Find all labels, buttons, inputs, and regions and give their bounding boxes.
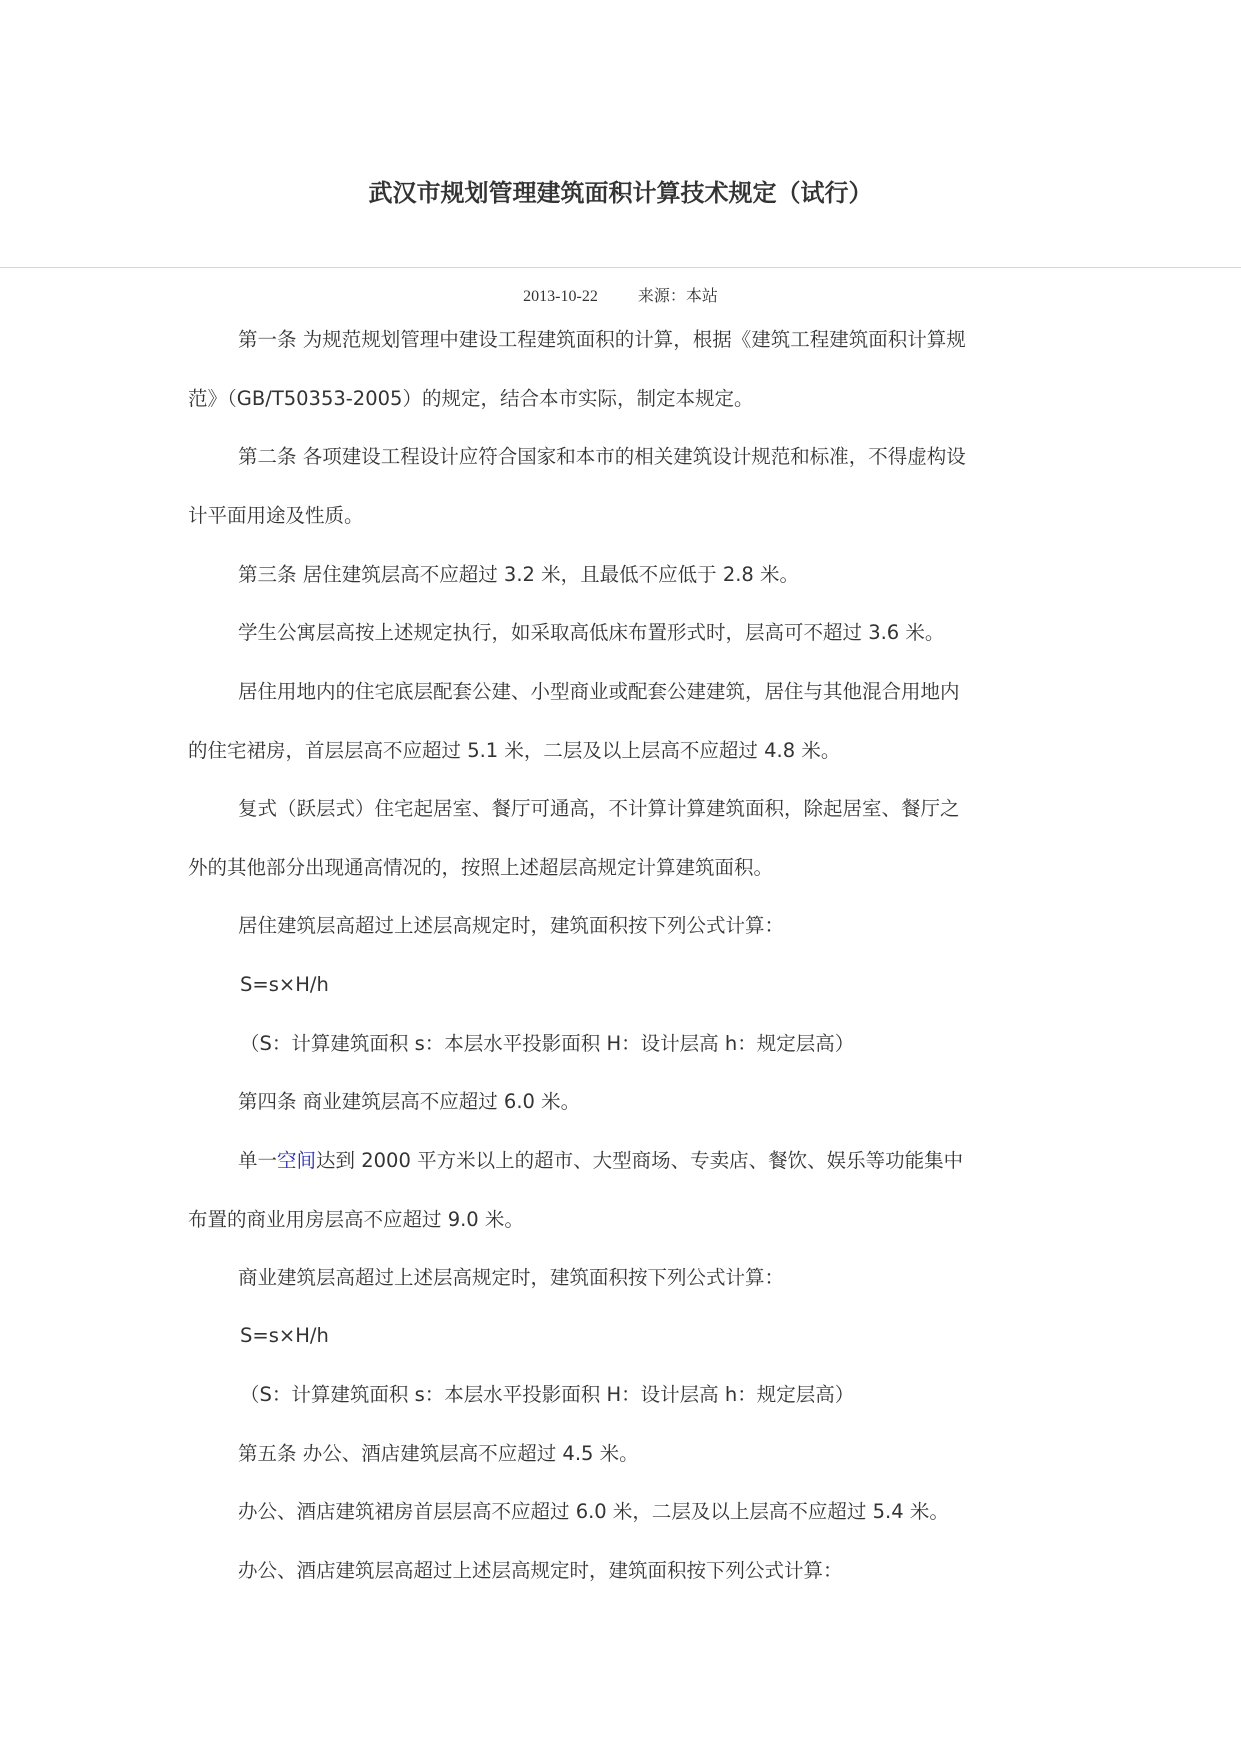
text-run: 第五条 办公、酒店建筑层高不应超过 xyxy=(238,1442,563,1465)
text-run: 布置的商业用房层高不应超过 xyxy=(188,1208,448,1231)
formula-residential: S=s×H/h xyxy=(240,973,329,996)
text-line: 办公、酒店建筑层高超过上述层高规定时，建筑面积按下列公式计算： xyxy=(238,1559,843,1582)
text-run: 米。 xyxy=(903,1500,949,1523)
number-value: 9.0 xyxy=(447,1208,479,1231)
text-line: 外的其他部分出现通高情况的，按照上述超层高规定计算建筑面积。 xyxy=(188,856,774,879)
text-run: 米。 xyxy=(899,621,945,644)
standard-code: GB/T50353-2005 xyxy=(236,387,403,410)
text-run: ：设计层高 xyxy=(621,1032,725,1055)
symbol: h xyxy=(724,1032,738,1055)
number-value: 4.8 xyxy=(764,739,796,762)
paragraph-commercial-formula-intro xyxy=(238,1264,784,1292)
paragraph-residential-formula-intro xyxy=(238,912,784,940)
number-value: 2000 xyxy=(361,1149,411,1172)
space-link[interactable]: 空间 xyxy=(277,1149,317,1172)
text-run: 平方米以上的超市、大型商场、专卖店、餐饮、娱乐等功能集中 xyxy=(410,1149,964,1172)
text-run: 达到 xyxy=(316,1149,362,1172)
symbol: s xyxy=(414,1383,425,1406)
number-value: 4.5 xyxy=(562,1442,594,1465)
text-run: 第三条 居住建筑层高不应超过 xyxy=(238,563,504,586)
paragraph-duplex xyxy=(238,795,960,823)
text-run: ：计算建筑面积 xyxy=(271,1383,415,1406)
text-run: 米，二层及以上层高不应超过 xyxy=(498,739,765,762)
paragraph-duplex-cont xyxy=(188,854,773,882)
text-run: 米，且最低不应低于 xyxy=(534,563,723,586)
text-run: ：规定层高） xyxy=(737,1032,855,1055)
text-run: 范》（ xyxy=(188,387,237,410)
text-run: ：规定层高） xyxy=(737,1383,855,1406)
text-run: ：计算建筑面积 xyxy=(271,1032,415,1055)
paragraph-article-1-cont xyxy=(188,385,753,413)
page-title: 武汉市规划管理建筑面积计算技术规定（试行） xyxy=(368,179,873,207)
paragraph-dormitory xyxy=(238,619,944,647)
text-run: 的住宅裙房，首层层高不应超过 xyxy=(188,739,468,762)
number-value: 5.1 xyxy=(467,739,499,762)
text-run: ：本层水平投影面积 xyxy=(424,1032,607,1055)
text-run: （ xyxy=(240,1032,260,1055)
paragraph-residential-podium xyxy=(238,678,960,706)
article-source: 来源：本站 xyxy=(637,288,718,305)
number-value: 6.0 xyxy=(575,1500,607,1523)
paragraph-large-commercial xyxy=(238,1147,963,1175)
symbol: s xyxy=(414,1032,425,1055)
number-value: 2.8 xyxy=(722,563,754,586)
paragraph-office-podium xyxy=(238,1498,949,1526)
text-line: 第一条 为规范规划管理中建设工程建筑面积的计算，根据《建筑工程建筑面积计算规 xyxy=(238,328,966,351)
paragraph-article-5 xyxy=(238,1440,639,1468)
text-run: 第四条 商业建筑层高不应超过 xyxy=(238,1090,504,1113)
text-run: 学生公寓层高按上述规定执行，如采取高低床布置形式时，层高可不超过 xyxy=(238,621,869,644)
text-run: ：设计层高 xyxy=(621,1383,725,1406)
text-line: 居住建筑层高超过上述层高规定时，建筑面积按下列公式计算： xyxy=(238,914,785,937)
formula-legend-commercial xyxy=(240,1381,854,1409)
text-run: 米。 xyxy=(534,1090,581,1113)
text-run: 单一 xyxy=(238,1149,278,1172)
text-line: 计平面用途及性质。 xyxy=(188,504,364,527)
number-value: 6.0 xyxy=(503,1090,535,1113)
symbol: h xyxy=(724,1383,738,1406)
text-run: 米。 xyxy=(478,1208,524,1231)
paragraph-residential-podium-cont xyxy=(188,737,840,765)
paragraph-office-formula-intro xyxy=(238,1557,843,1585)
text-run: 米。 xyxy=(795,739,841,762)
text-run: （ xyxy=(240,1383,260,1406)
symbol: H xyxy=(606,1383,622,1406)
publish-date: 2013-10-22 xyxy=(523,288,598,305)
formula-commercial: S=s×H/h xyxy=(240,1324,329,1347)
formula-legend-residential xyxy=(240,1030,854,1058)
symbol: S xyxy=(259,1383,272,1406)
text-line: 商业建筑层高超过上述层高规定时，建筑面积按下列公式计算： xyxy=(238,1266,785,1289)
number-value: 3.2 xyxy=(503,563,535,586)
symbol: S xyxy=(259,1032,272,1055)
paragraph-article-2 xyxy=(238,443,966,471)
paragraph-article-1 xyxy=(238,326,966,354)
number-value: 3.6 xyxy=(868,621,900,644)
number-value: 5.4 xyxy=(872,1500,904,1523)
paragraph-article-3 xyxy=(238,561,799,589)
text-run: 米，二层及以上层高不应超过 xyxy=(606,1500,873,1523)
paragraph-large-commercial-cont xyxy=(188,1206,524,1234)
paragraph-article-2-cont xyxy=(188,502,364,530)
text-run: ：本层水平投影面积 xyxy=(424,1383,607,1406)
text-run: 米。 xyxy=(753,563,800,586)
text-run: ）的规定，结合本市实际，制定本规定。 xyxy=(402,387,754,410)
text-run: 办公、酒店建筑裙房首层层高不应超过 xyxy=(238,1500,576,1523)
text-line: 居住用地内的住宅底层配套公建、小型商业或配套公建建筑，居住与其他混合用地内 xyxy=(238,680,960,703)
text-line: 复式（跃层式）住宅起居室、餐厅可通高，不计算计算建筑面积，除起居室、餐厅之 xyxy=(238,797,960,820)
text-line: 第二条 各项建设工程设计应符合国家和本市的相关建筑设计规范和标准，不得虚构设 xyxy=(238,445,966,468)
paragraph-article-4 xyxy=(238,1088,580,1116)
text-run: 米。 xyxy=(593,1442,639,1465)
symbol: H xyxy=(606,1032,622,1055)
